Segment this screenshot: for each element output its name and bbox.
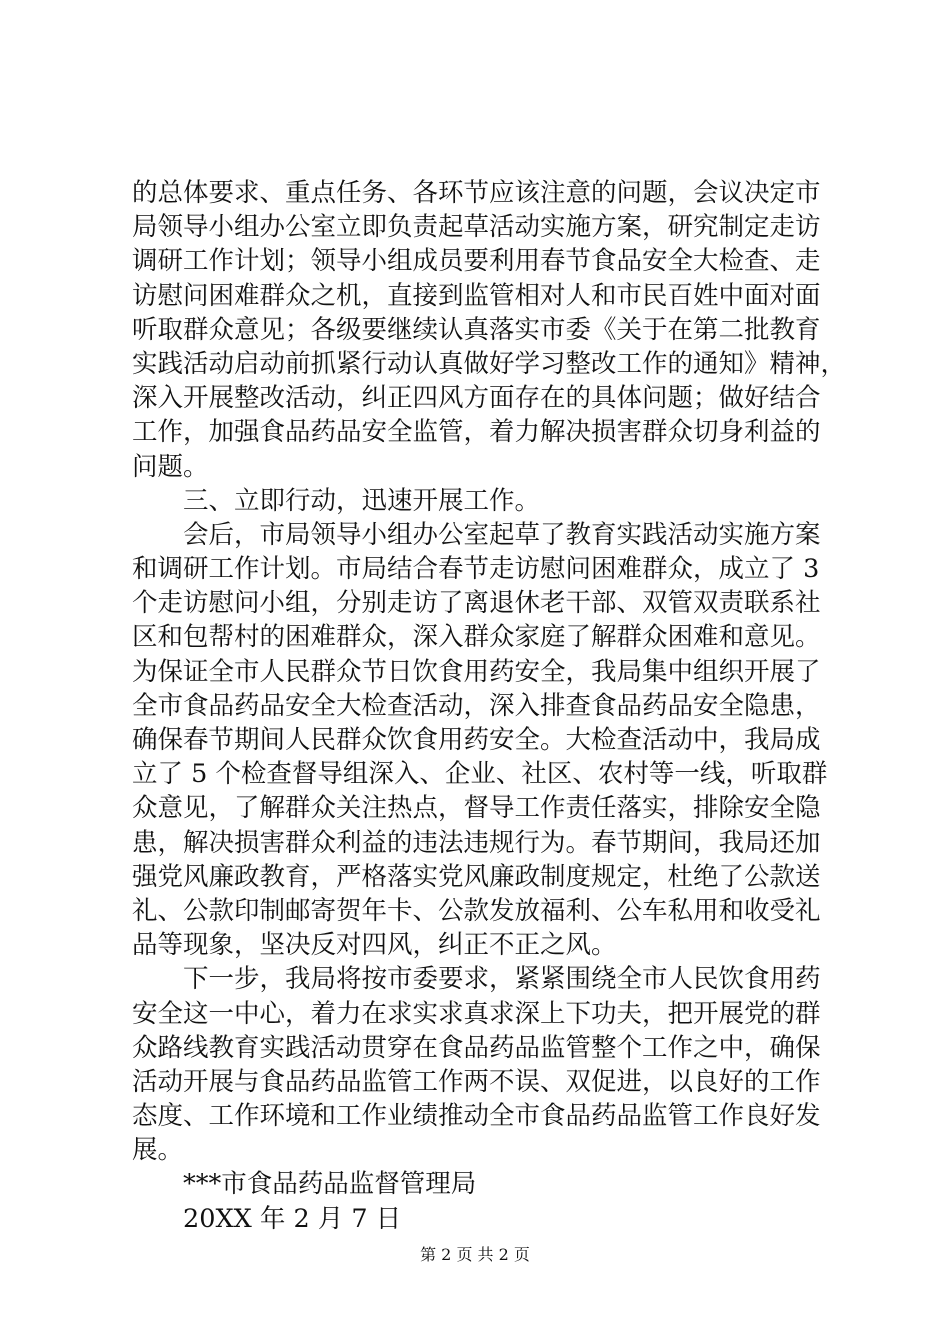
text-line: 患，解决损害群众利益的违法违规行为。春节期间，我局还加 <box>132 827 821 858</box>
text-line: 礼、公款印制邮寄贺年卡、公款发放福利、公车私用和收受礼 <box>132 895 821 926</box>
text-line: 区和包帮村的困难群众，深入群众家庭了解群众困难和意见。 <box>132 622 821 653</box>
text-line: 立了 5 个检查督导组深入、企业、社区、农村等一线，听取群 <box>132 759 828 790</box>
text-line: 局领导小组办公室立即负责起草活动实施方案，研究制定走访 <box>132 212 821 243</box>
text-line: 下一步，我局将按市委要求，紧紧围绕全市人民饮食用药 <box>183 964 821 995</box>
text-line: 会后，市局领导小组办公室起草了教育实践活动实施方案 <box>183 519 821 550</box>
text-line: 调研工作计划；领导小组成员要利用春节食品安全大检查、走 <box>132 246 821 277</box>
text-line: 个走访慰问小组，分别走访了离退休老干部、双管双责联系社 <box>132 588 821 619</box>
text-line: 全市食品药品安全大检查活动，深入排查食品药品安全隐患， <box>132 690 821 721</box>
text-line: 和调研工作计划。市局结合春节走访慰问困难群众，成立了 3 <box>132 554 820 585</box>
text-line: 品等现象，坚决反对四风，纠正不正之风。 <box>132 930 617 961</box>
text-line: 20XX 年 2 月 7 日 <box>183 1203 402 1234</box>
text-line: 安全这一中心，着力在求实求真求深上下功夫，把开展党的群 <box>132 998 821 1029</box>
text-line: 为保证全市人民群众节日饮食用药安全，我局集中组织开展了 <box>132 656 821 687</box>
text-line: 工作，加强食品药品安全监管，着力解决损害群众切身利益的 <box>132 417 821 448</box>
page-footer: 第 2 页 共 2 页 <box>420 1245 530 1264</box>
text-line: 听取群众意见；各级要继续认真落实市委《关于在第二批教育 <box>132 314 821 345</box>
text-line: 活动开展与食品药品监管工作两不误、双促进，以良好的工作 <box>132 1066 821 1097</box>
text-line: ***市食品药品监督管理局 <box>183 1169 477 1200</box>
text-line: 展。 <box>132 1135 184 1166</box>
text-line: 实践活动启动前抓紧行动认真做好学习整改工作的通知》精神， <box>132 348 847 379</box>
document-body <box>132 176 852 1236</box>
text-line: 强党风廉政教育，严格落实党风廉政制度规定，杜绝了公款送 <box>132 861 821 892</box>
text-line: 众路线教育实践活动贯穿在食品药品监管整个工作之中，确保 <box>132 1032 821 1063</box>
text-line: 访慰问困难群众之机，直接到监管相对人和市民百姓中面对面 <box>132 280 821 311</box>
text-line: 三、立即行动，迅速开展工作。 <box>183 485 541 516</box>
text-line: 的总体要求、重点任务、各环节应该注意的问题，会议决定市 <box>132 178 821 208</box>
text-line: 众意见，了解群众关注热点，督导工作责任落实，排除安全隐 <box>132 793 821 824</box>
text-line: 问题。 <box>132 451 209 482</box>
text-line: 深入开展整改活动，纠正四风方面存在的具体问题；做好结合 <box>132 383 821 414</box>
text-line: 态度、工作环境和工作业绩推动全市食品药品监管工作良好发 <box>132 1101 821 1132</box>
text-line: 确保春节期间人民群众饮食用药安全。大检查活动中，我局成 <box>132 725 821 755</box>
